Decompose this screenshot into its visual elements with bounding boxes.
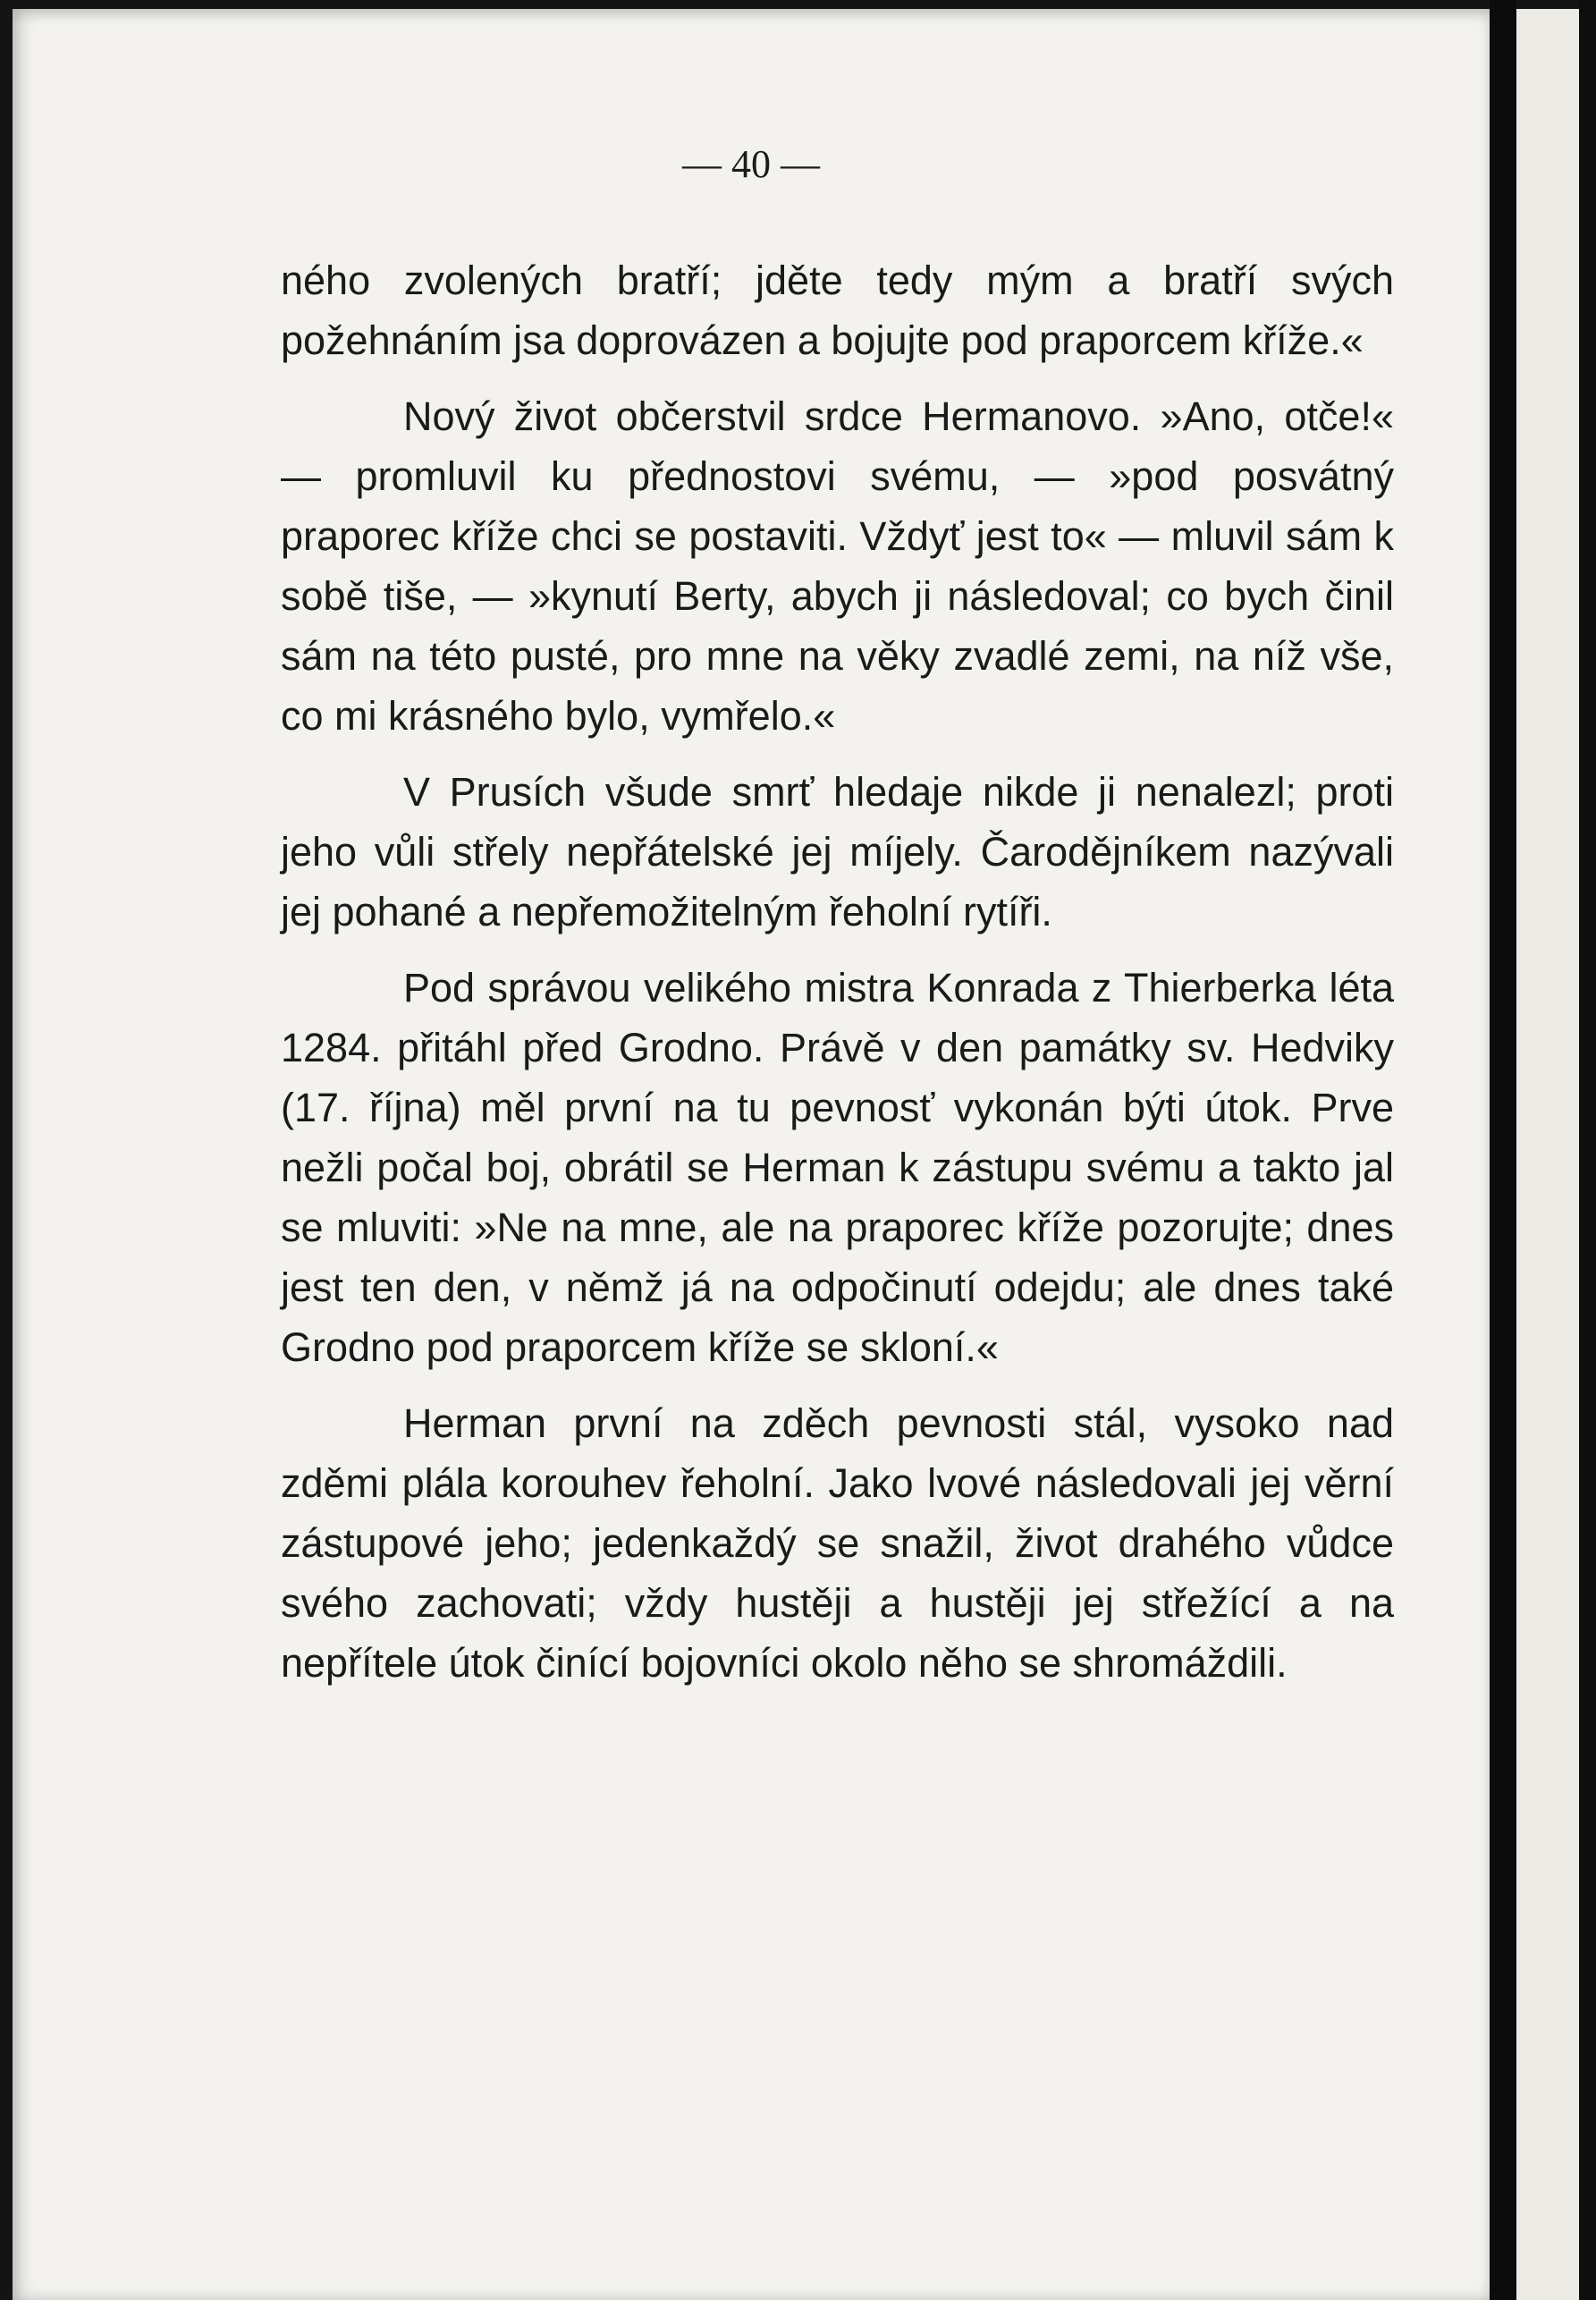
page-number: — 40 — bbox=[682, 142, 820, 186]
body-text bbox=[281, 250, 1394, 1693]
paragraph-2: Nový život občerstvil srdce Hermanovo. »Ano, otče!« — promluvil ku přednostovi svému, — »pod posvátný praporec kříže chci se postaviti. Vždyť jest to« — mluvil sám k sobě tiše, — »kynutí Berty, abych ji následoval; co bych činil sám na této pusté, pro mne na věky zvadlé zemi, na níž vše, co mi krásného bylo, vymřelo.« bbox=[281, 393, 1394, 739]
paragraph-1: ného zvolených bratří; jděte tedy mým a bratří svých požehnáním jsa doprovázen a bojujte pod praporcem kříže.« bbox=[281, 258, 1394, 363]
paragraph-3: V Prusích všude smrť hledaje nikde ji nenalezl; proti jeho vůli střely nepřátelské jej míjely. Čarodějníkem nazývali jej pohané a nepřemožitelným řeholní rytíři. bbox=[281, 769, 1394, 934]
scan-border bbox=[1579, 0, 1596, 2300]
adjacent-page-edge bbox=[1516, 9, 1579, 2300]
book-spine-shadow bbox=[1490, 0, 1516, 2300]
paragraph-4: Pod správou velikého mistra Konrada z Thierberka léta 1284. přitáhl před Grodno. Právě v den památky sv. Hedviky (17. října) měl první na tu pevnosť vykonán býti útok. Prve nežli počal boj, obrátil se Herman k zástupu svému a takto jal se mluviti: »Ne na mne, ale na praporec kříže pozorujte; dnes jest ten den, v němž já na odpočinutí odejdu; ale dnes také Grodno pod praporcem kříže se skloní.« bbox=[281, 965, 1394, 1370]
paragraph-5: Herman první na zděch pevnosti stál, vysoko nad zděmi plála korouhev řeholní. Jako lvové následovali jej věrní zástupové jeho; jedenkaždý se snažil, život drahého vůdce svého zachovati; vždy hustěji a hustěji jej střežící a na nepřítele útok činící bojovníci okolo něho se shromáždili. bbox=[281, 1400, 1394, 1686]
book-page bbox=[13, 9, 1490, 2300]
